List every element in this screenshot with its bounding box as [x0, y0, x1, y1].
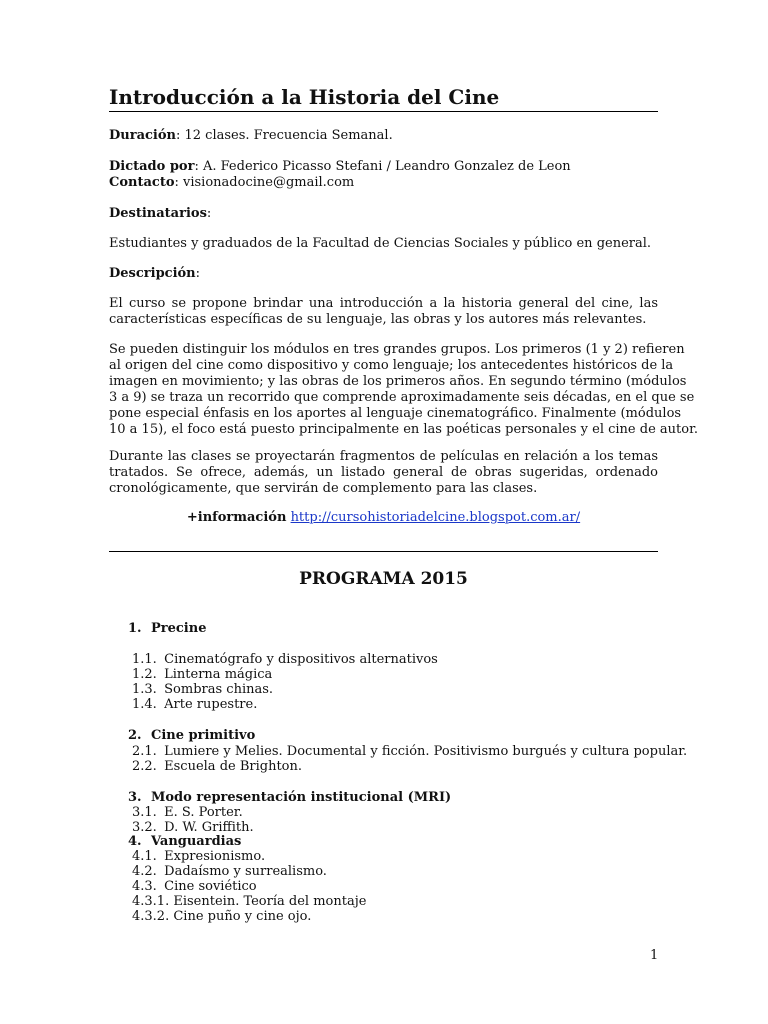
description-paragraph-3: [109, 449, 658, 497]
item-text: Escuela de Brighton.: [164, 759, 303, 774]
section-title: Precine: [151, 621, 207, 636]
paragraph-line: Durante las clases se proyectarán fragmentos de películas en relación a los temas: [109, 449, 658, 464]
paragraph-line: Se pueden distinguir los módulos en tres grandes grupos. Los primeros (1 y 2) refieren: [109, 342, 685, 357]
instructors-label: Dictado por: [109, 159, 195, 174]
item-text: Linterna mágica: [164, 667, 273, 682]
list-item: [132, 909, 311, 924]
item-text: D. W. Griffith.: [164, 820, 254, 835]
audience-label: Destinatarios: [109, 206, 207, 221]
section-number: 3.: [128, 790, 142, 805]
description-colon: :: [195, 266, 201, 281]
item-number: 2.2.: [132, 759, 157, 774]
item-number: 4.1.: [132, 849, 157, 864]
item-text: Expresionismo.: [164, 849, 266, 864]
paragraph-line: características específicas de su lenguaje, las obras y los autores más relevantes.: [109, 312, 647, 327]
section-title: Vanguardias: [151, 834, 242, 849]
more-info-line: [109, 510, 658, 526]
paragraph-line: imagen en movimiento; y las obras de los primeros años. En segundo término (módulos: [109, 374, 687, 389]
contact-value: : visionadocine@gmail.com: [174, 175, 355, 190]
duration-label: Duración: [109, 128, 176, 143]
item-text: Cinematógrafo y dispositivos alternativos: [164, 652, 438, 667]
list-item: [132, 864, 327, 879]
list-item: [132, 820, 254, 835]
list-item: [132, 697, 257, 712]
contact-label: Contacto: [109, 175, 175, 190]
paragraph-line: El curso se propone brindar una introducción a la historia general del cine, las: [109, 296, 658, 311]
description-paragraph-1: [109, 296, 658, 328]
page-title: Introducción a la Historia del Cine: [109, 84, 658, 112]
description-heading: [109, 266, 200, 282]
item-text: Arte rupestre.: [164, 697, 258, 712]
item-number: 4.3.2.: [132, 909, 170, 924]
list-item: [132, 894, 366, 909]
section-heading-cine-primitivo: [128, 728, 255, 744]
duration-value: : 12 clases. Frecuencia Semanal.: [175, 128, 393, 143]
list-item: [132, 805, 243, 820]
section-divider: [109, 551, 658, 552]
audience-heading: [109, 206, 211, 222]
item-text: Sombras chinas.: [164, 682, 274, 697]
paragraph-line: al origen del cine como dispositivo y como lenguaje; los antecedentes históricos de la: [109, 358, 674, 373]
item-number: 1.2.: [132, 667, 157, 682]
section-number: 2.: [128, 728, 142, 743]
contact-line: [109, 175, 354, 191]
program-title: PROGRAMA 2015: [299, 569, 468, 589]
list-item: [132, 682, 273, 697]
description-label: Descripción: [109, 266, 196, 281]
section-number: 1.: [128, 621, 142, 636]
duration-line: [109, 128, 393, 144]
paragraph-line: tratados. Se ofrece, además, un listado general de obras sugeridas, ordenado: [109, 465, 658, 480]
paragraph-line: cronológicamente, que servirán de complemento para las clases.: [109, 481, 538, 496]
description-paragraph-2: [109, 342, 698, 438]
item-number: 2.1.: [132, 744, 157, 759]
page-number: 1: [650, 948, 659, 963]
instructors-line: [109, 159, 571, 175]
item-text: Cine soviético: [164, 879, 257, 894]
instructors-value: : A. Federico Picasso Stefani / Leandro Gonzalez de Leon: [194, 159, 571, 174]
item-number: 4.2.: [132, 864, 157, 879]
item-number: 4.3.: [132, 879, 157, 894]
item-number: 3.2.: [132, 820, 157, 835]
paragraph-line: 3 a 9) se traza un recorrido que comprende aproximadamente seis décadas, en el que se: [109, 390, 695, 405]
list-item: [132, 667, 272, 682]
item-text: Eisentein. Teoría del montaje: [173, 894, 367, 909]
item-number: 1.1.: [132, 652, 157, 667]
item-number: 4.3.1.: [132, 894, 170, 909]
section-number: 4.: [128, 834, 142, 849]
item-text: Lumiere y Melies. Documental y ficción. Positivismo burgués y cultura popular.: [164, 744, 688, 759]
section-heading-vanguardias: [128, 834, 241, 850]
item-text: Cine puño y cine ojo.: [173, 909, 312, 924]
audience-colon: :: [206, 206, 212, 221]
section-heading-mri: [128, 790, 451, 806]
section-heading-precine: [128, 621, 206, 637]
audience-text: Estudiantes y graduados de la Facultad de Ciencias Sociales y público en general.: [109, 236, 652, 251]
paragraph-line: pone especial énfasis en los aportes al lenguaje cinematográfico. Finalmente (módulos: [109, 406, 682, 421]
item-number: 3.1.: [132, 805, 157, 820]
list-item: [132, 759, 302, 774]
list-item: [132, 652, 438, 667]
list-item: [132, 879, 257, 894]
blog-link[interactable]: http://cursohistoriadelcine.blogspot.com.ar/: [290, 510, 581, 525]
list-item: [132, 744, 687, 759]
paragraph-line: 10 a 15), el foco está puesto principalmente en las poéticas personales y el cine de autor.: [109, 422, 698, 437]
list-item: [132, 849, 265, 864]
section-title: Cine primitivo: [151, 728, 256, 743]
item-text: E. S. Porter.: [164, 805, 243, 820]
item-text: Dadaísmo y surrealismo.: [164, 864, 327, 879]
item-number: 1.4.: [132, 697, 157, 712]
more-info-label: +información: [186, 510, 287, 525]
item-number: 1.3.: [132, 682, 157, 697]
section-title: Modo representación institucional (MRI): [151, 790, 452, 805]
